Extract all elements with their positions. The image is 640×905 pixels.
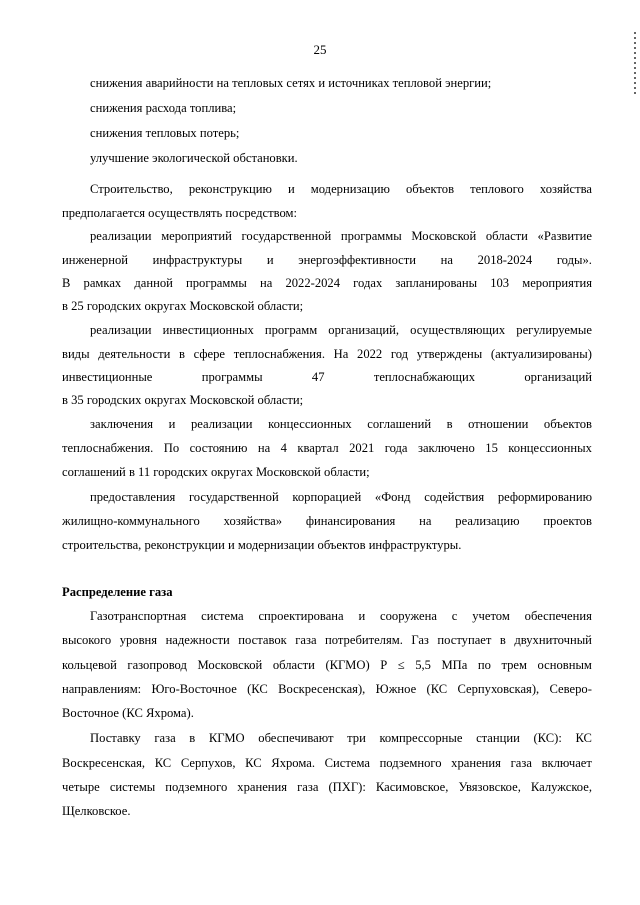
fund-line-1	[90, 490, 592, 505]
word: реконструкцию	[188, 182, 272, 196]
word: виды	[62, 347, 90, 361]
gas1-line-1	[90, 609, 592, 624]
word: Воскресенская),	[278, 682, 366, 696]
invest-line-4: в 35 городских округах Московской области;	[62, 393, 304, 407]
word: инфраструктуры	[152, 253, 243, 267]
word: деятельности	[98, 347, 171, 361]
word: хранения	[237, 780, 288, 794]
gas2-line-4: Щелковское.	[62, 804, 131, 818]
word: года	[384, 441, 408, 455]
gas1-line-3	[62, 658, 592, 673]
word: потребителям.	[325, 633, 403, 647]
word: области	[272, 658, 315, 672]
gosprogram-line-1	[90, 229, 592, 244]
word: 4	[280, 441, 287, 455]
word: высокого	[62, 633, 112, 647]
word: двухниточный	[514, 633, 592, 647]
word: По	[163, 441, 180, 455]
gosprogram-line-4: в 25 городских округах Московской области;	[62, 299, 304, 313]
word: 103	[490, 276, 510, 290]
word: финансирования	[305, 514, 396, 528]
word: осуществляющих	[410, 323, 506, 337]
word: организаций	[524, 370, 592, 384]
word: концессионных	[508, 441, 592, 455]
concession-line-3: соглашений в 11 городских округах Московской области;	[62, 465, 370, 479]
intro-line-2: предполагается осуществлять посредством:	[62, 206, 297, 220]
gas2-line-3	[62, 780, 592, 795]
word: На	[333, 347, 349, 361]
word: Московской	[197, 658, 263, 672]
concession-line-2	[62, 441, 592, 456]
word: на	[257, 441, 271, 455]
word: Южное	[375, 682, 417, 696]
word: теплоснабжающих	[373, 370, 476, 384]
word: Касимовское,	[375, 780, 449, 794]
word: В	[62, 276, 71, 290]
word: (КС	[247, 682, 268, 696]
word: и	[358, 609, 366, 623]
word: Строительство,	[90, 182, 173, 196]
word: КС	[154, 756, 172, 770]
word: годах	[353, 276, 383, 290]
word: корпорацией	[292, 490, 362, 504]
word: система	[201, 609, 244, 623]
word: (КГМО)	[325, 658, 370, 672]
word: подземного	[165, 780, 228, 794]
word: в	[189, 731, 196, 745]
word: (ПХГ):	[328, 780, 366, 794]
word: содействия	[424, 490, 485, 504]
word: соглашений	[367, 417, 432, 431]
word: 47	[311, 370, 325, 384]
word: на	[419, 514, 432, 528]
invest-line-2	[62, 347, 592, 362]
word: Калужское,	[530, 780, 592, 794]
word: три	[347, 731, 366, 745]
word: государственной	[188, 490, 279, 504]
word: четыре	[62, 780, 100, 794]
word: регулируемые	[516, 323, 592, 337]
word: реализацию	[455, 514, 520, 528]
word: подземного	[379, 756, 442, 770]
word: концессионных	[268, 417, 352, 431]
word: газа	[510, 756, 532, 770]
word: модернизацию	[310, 182, 390, 196]
word: Юго-Восточное	[151, 682, 237, 696]
word: Увязовское,	[458, 780, 521, 794]
scan-edge-mark	[634, 32, 636, 96]
word: теплоснабжения.	[233, 347, 325, 361]
word: жилищно-коммунального	[62, 514, 200, 528]
word: сфере	[193, 347, 226, 361]
word: энергоэффективности	[298, 253, 417, 267]
word: год	[390, 347, 409, 361]
word: программы	[340, 229, 402, 243]
word: с	[451, 609, 458, 623]
word: КС	[245, 756, 262, 770]
word: организаций,	[328, 323, 400, 337]
word: и	[287, 182, 295, 196]
word: по	[477, 658, 491, 672]
word: хозяйства	[539, 182, 592, 196]
invest-line-1	[90, 323, 592, 338]
word: обеспечивают	[258, 731, 334, 745]
word: мероприятия	[522, 276, 592, 290]
word: объектов	[405, 182, 455, 196]
word: Поставку	[90, 731, 141, 745]
word: газопровод	[127, 658, 187, 672]
word: реализации	[190, 417, 253, 431]
word: (актуализированы)	[490, 347, 592, 361]
word: программы	[201, 370, 263, 384]
word: рамках	[83, 276, 122, 290]
word: хозяйства»	[223, 514, 283, 528]
word: МПа	[441, 658, 468, 672]
word: поступает	[437, 633, 492, 647]
word: направлениям:	[62, 682, 142, 696]
word: государственной	[241, 229, 332, 243]
fund-line-3: строительства, реконструкции и модернизации объектов инфраструктуры.	[62, 538, 462, 552]
word: надежности	[165, 633, 230, 647]
word: уровня	[119, 633, 158, 647]
word: Система	[324, 756, 370, 770]
word: хранения	[451, 756, 501, 770]
word: 5,5	[415, 658, 431, 672]
word: Яхрома.	[271, 756, 315, 770]
word: Московской	[411, 229, 477, 243]
gas1-line-5: Восточное (КС Яхрома).	[62, 706, 194, 720]
word: заключения	[90, 417, 154, 431]
word: компрессорные	[379, 731, 463, 745]
word: системы	[109, 780, 156, 794]
word: 2021	[349, 441, 375, 455]
list-item-4: улучшение экологической обстановки.	[90, 151, 298, 165]
word: реализации	[90, 323, 152, 337]
word: реализации	[90, 229, 152, 243]
word: Северо-	[549, 682, 592, 696]
gosprogram-line-3	[62, 276, 592, 291]
word: 2018-2024	[477, 253, 533, 267]
word: проектов	[543, 514, 592, 528]
word: годы».	[556, 253, 592, 267]
word: запланированы	[395, 276, 478, 290]
word: состоянию	[189, 441, 248, 455]
gas1-line-2	[62, 633, 592, 648]
gosprogram-line-2	[62, 253, 592, 268]
word: ≤	[397, 658, 405, 672]
word: и	[168, 417, 176, 431]
word: инвестиционные	[62, 370, 153, 384]
word: отношении	[468, 417, 529, 431]
word: (КС	[426, 682, 448, 696]
word: спроектирована	[258, 609, 344, 623]
concession-line-1	[90, 417, 592, 432]
word: Воскресенская,	[62, 756, 146, 770]
word: включает	[541, 756, 592, 770]
word: 2022-2024	[285, 276, 341, 290]
word: теплоснабжения.	[62, 441, 154, 455]
word: Газ	[411, 633, 429, 647]
gas1-line-4	[62, 682, 592, 697]
list-item-3: снижения тепловых потерь;	[90, 126, 240, 140]
word: теплового	[470, 182, 524, 196]
word: на	[259, 276, 273, 290]
word: обеспечения	[524, 609, 592, 623]
invest-line-3	[62, 370, 592, 385]
word: основным	[537, 658, 592, 672]
word: инженерной	[62, 253, 129, 267]
word: объектов	[543, 417, 592, 431]
gas2-line-2	[62, 756, 592, 771]
word: (КС):	[533, 731, 562, 745]
word: поставок	[238, 633, 287, 647]
list-item-1: снижения аварийности на тепловых сетях и источниках тепловой энергии;	[90, 76, 492, 90]
word: на	[440, 253, 453, 267]
word: реформированию	[497, 490, 592, 504]
word: станции	[476, 731, 520, 745]
word: кольцевой	[62, 658, 117, 672]
word: газа	[295, 633, 317, 647]
fund-line-2	[62, 514, 592, 529]
word: программы	[186, 276, 247, 290]
word: 15	[485, 441, 498, 455]
word: сооружена	[380, 609, 437, 623]
intro-line-1	[90, 182, 592, 197]
word: Газотранспортная	[90, 609, 187, 623]
word: 2022	[357, 347, 383, 361]
section-heading: Распределение газа	[62, 585, 173, 599]
word: Серпухов,	[180, 756, 236, 770]
word: трем	[501, 658, 527, 672]
word: в	[179, 347, 185, 361]
word: учетом	[472, 609, 510, 623]
word: предоставления	[90, 490, 176, 504]
word: области	[485, 229, 528, 243]
word: утверждены	[416, 347, 483, 361]
word: данной	[134, 276, 173, 290]
word: программ	[264, 323, 318, 337]
word: в	[499, 633, 506, 647]
word: «Фонд	[374, 490, 411, 504]
word: мероприятий	[161, 229, 232, 243]
word: Р	[380, 658, 388, 672]
word: заключено	[417, 441, 475, 455]
gas2-line-1	[90, 731, 592, 746]
word: КГМО	[208, 731, 245, 745]
word: Серпуховская),	[457, 682, 540, 696]
word: инвестиционных	[162, 323, 254, 337]
list-item-2: снижения расхода топлива;	[90, 101, 237, 115]
word: и	[266, 253, 274, 267]
word: квартал	[297, 441, 339, 455]
word: «Развитие	[537, 229, 592, 243]
word: газа	[297, 780, 319, 794]
word: в	[446, 417, 453, 431]
word: газа	[154, 731, 176, 745]
page-number: 25	[313, 42, 327, 57]
word: КС	[575, 731, 592, 745]
